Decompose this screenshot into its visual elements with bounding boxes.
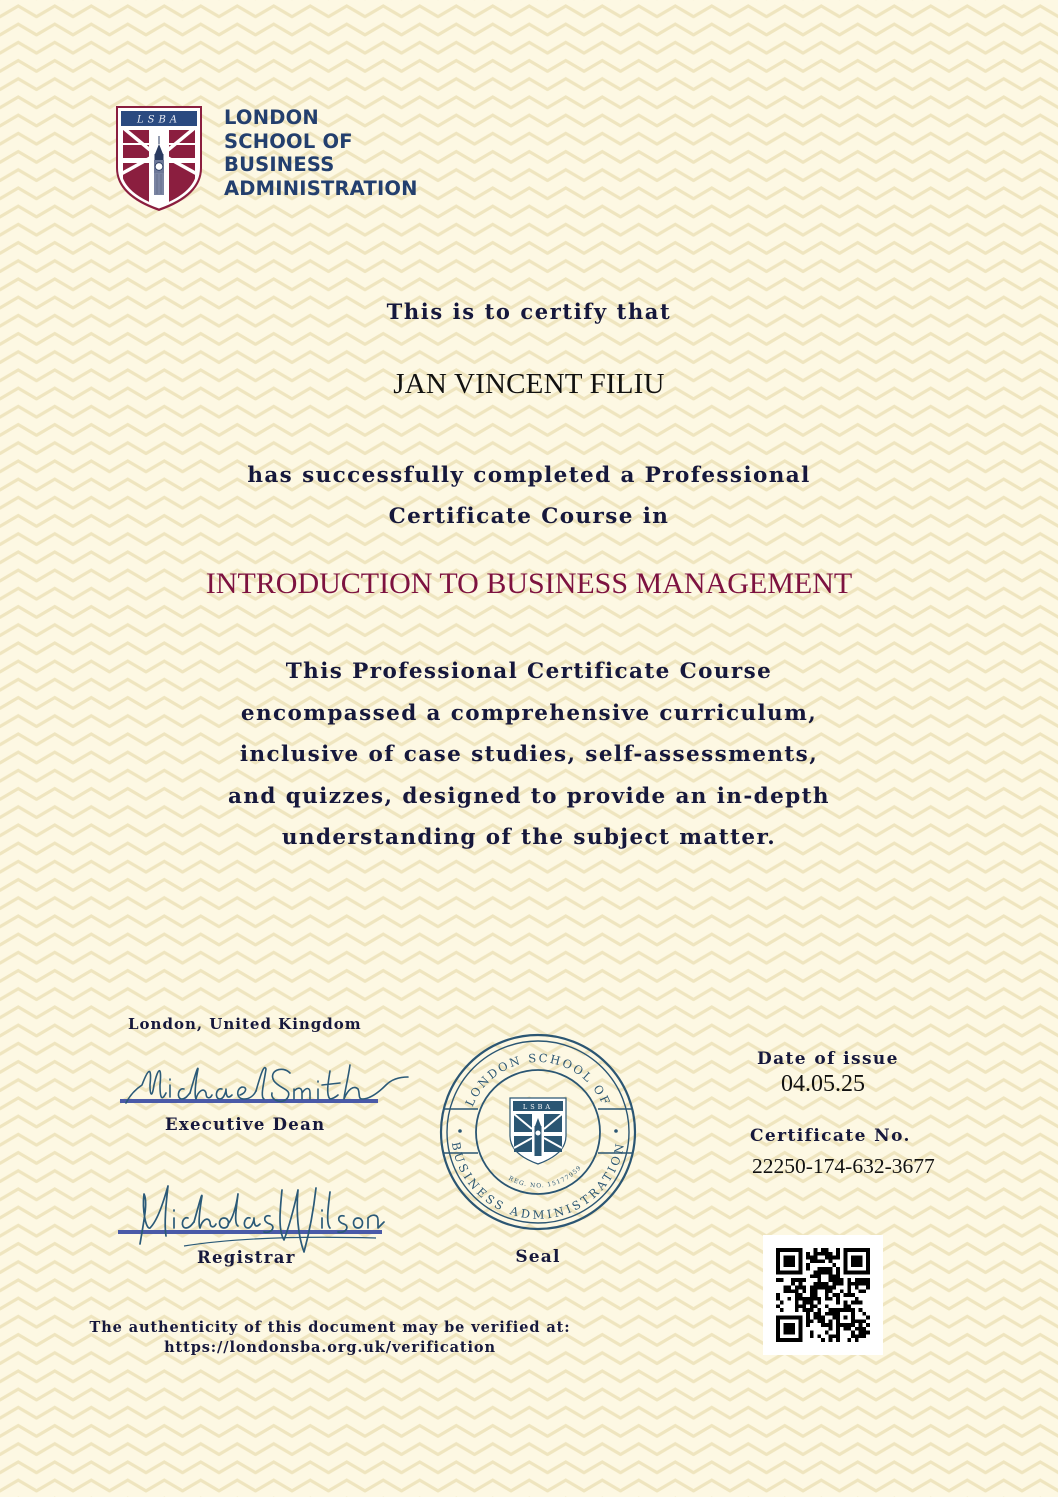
seal-stamp-icon (438, 1032, 638, 1232)
svg-text:LSBA: LSBA (522, 1103, 554, 1111)
verification-notice (70, 1318, 590, 1358)
seal-label: Seal (515, 1247, 561, 1267)
executive-dean-role: Executive Dean (165, 1115, 326, 1134)
completion-line: has successfully completed a Professional (247, 463, 811, 488)
description-line: understanding of the subject matter. (281, 825, 777, 850)
description-line: inclusive of case studies, self-assessments, (239, 742, 819, 767)
svg-text:REG. NO. 15177959: REG. NO. 15177959 (507, 1164, 584, 1190)
institution-name (224, 106, 418, 200)
executive-dean-signature (118, 1055, 418, 1117)
description-line: This Professional Certificate Course (285, 659, 773, 684)
svg-text:BUSINESS ADMINISTRATION: BUSINESS ADMINISTRATION (448, 1140, 628, 1222)
institution-seal (438, 1032, 638, 1232)
verification-url[interactable]: https://londonsba.org.uk/verification (164, 1339, 496, 1356)
issue-location: London, United Kingdom (128, 1015, 362, 1033)
completion-statement (0, 455, 1058, 537)
svg-text:LONDON SCHOOL OF: LONDON SCHOOL OF (462, 1050, 614, 1109)
certificate-number-value: 22250-174-632-3677 (752, 1154, 935, 1178)
qr-code-icon (776, 1248, 870, 1342)
shield-big-ben-crest-icon (114, 104, 204, 212)
date-of-issue-value: 04.05.25 (781, 1071, 865, 1097)
description-line: encompassed a comprehensive curriculum, (240, 700, 818, 726)
description-line: and quizzes, designed to provide an in-depth (228, 783, 830, 809)
certify-intro: This is to certify that (386, 299, 672, 324)
recipient-name: JAN VINCENT FILIU (393, 368, 665, 400)
registrar-role: Registrar (197, 1248, 296, 1267)
verification-qr-code[interactable] (763, 1235, 883, 1355)
completion-line: Certificate Course in (388, 504, 670, 529)
certificate-number-label: Certificate No. (750, 1126, 911, 1146)
institution-name-line: BUSINESS (224, 153, 335, 176)
institution-name-line: SCHOOL OF (224, 129, 353, 153)
institution-name-line: ADMINISTRATION (224, 176, 418, 200)
verification-text: The authenticity of this document may be verified at: (89, 1319, 571, 1336)
course-title: INTRODUCTION TO BUSINESS MANAGEMENT (205, 567, 853, 600)
signature-icon (118, 1055, 418, 1117)
course-description (0, 651, 1058, 859)
institution-crest (114, 104, 204, 212)
date-of-issue-label: Date of issue (757, 1049, 899, 1069)
svg-text:LSBA: LSBA (136, 114, 182, 126)
institution-name-line: LONDON (224, 106, 319, 129)
